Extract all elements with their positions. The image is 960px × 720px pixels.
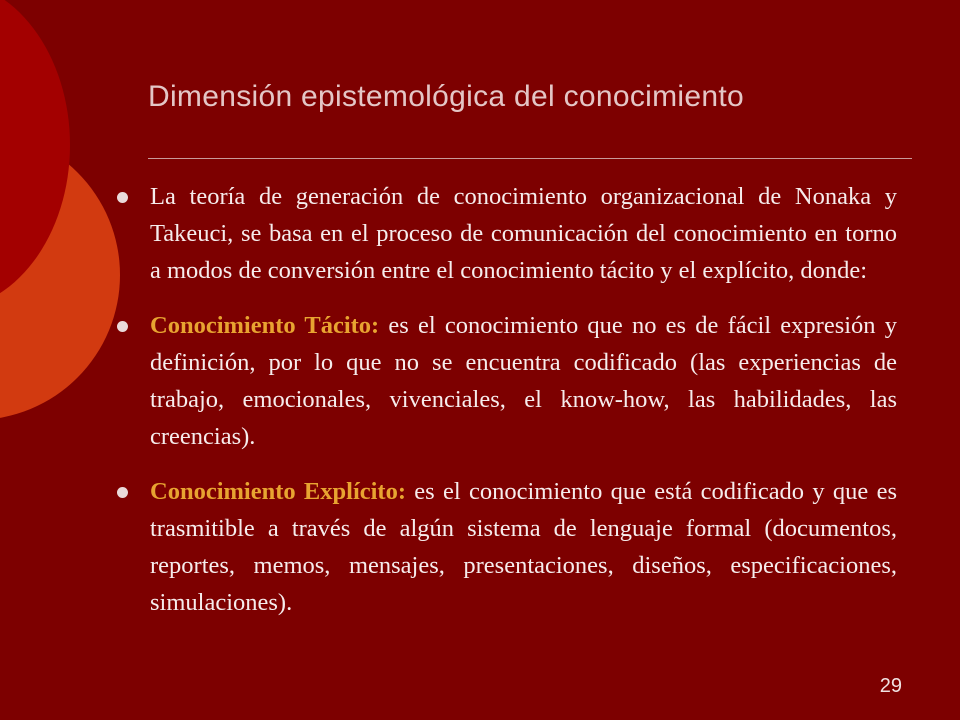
bullet-text: La teoría de generación de conocimiento organizacional de Nonaka y Takeuci, se basa en el proceso de comunicación del conocimiento en torno a modos de conversión entre el conocimiento tácito y el explícito, donde: xyxy=(150,183,897,284)
bullet-text: es el conocimiento que está codificado y que es trasmitible a través de algún sistema de lenguaje formal (documentos, reportes, memos, mensajes, presentaciones, diseños, especificaciones, simulaciones). xyxy=(150,478,897,616)
slide-title: Dimensión epistemológica del conocimiento xyxy=(148,80,744,113)
title-divider xyxy=(148,158,912,159)
bullet-dot-icon xyxy=(117,487,128,498)
bullet-dot-icon xyxy=(117,192,128,203)
bullet-item-intro xyxy=(117,178,897,289)
bullet-text: es el conocimiento que no es de fácil expresión y definición, por lo que no se encuentra codificado (las experiencias de trabajo, emocionales, vivenciales, el know-how, las habilidades, las creencias). xyxy=(150,312,897,450)
bullet-item-explicit xyxy=(117,473,897,621)
bullet-list xyxy=(117,178,897,639)
bullet-dot-icon xyxy=(117,321,128,332)
bullet-term: Conocimiento Explícito: xyxy=(150,478,406,505)
bullet-item-tacit xyxy=(117,307,897,455)
bullet-term: Conocimiento Tácito: xyxy=(150,312,380,339)
slide-number: 29 xyxy=(879,675,902,697)
